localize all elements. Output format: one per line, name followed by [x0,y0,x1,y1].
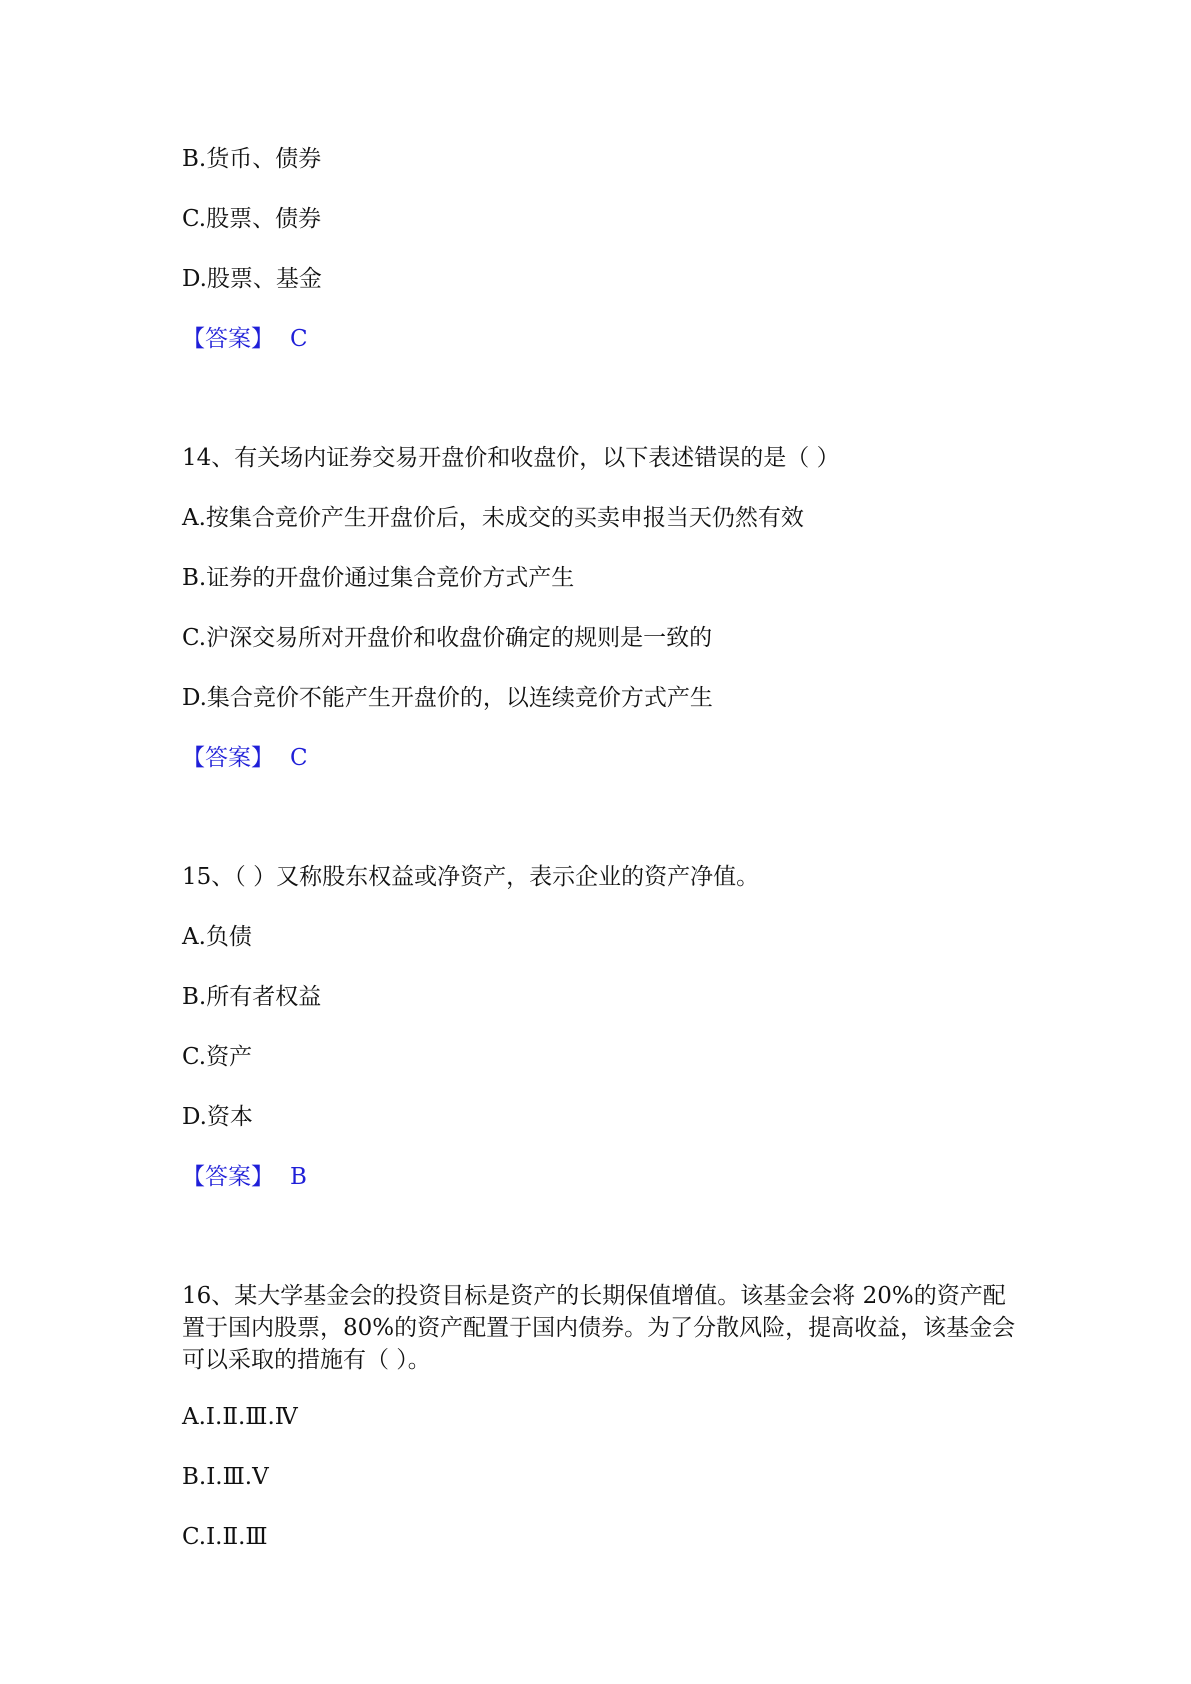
q15-option-a: A.负债 [182,924,252,950]
q15-question: 15、（ ）又称股东权益或净资产，表示企业的资产净值。 [182,864,760,890]
q14-option-d: D.集合竞价不能产生开盘价的，以连续竞价方式产生 [182,685,713,711]
answer-label: 【答案】 [182,326,274,352]
q16-question: 16、某大学基金会的投资目标是资产的长期保值增值。该基金会将 20%的资产配置于国内股票，80%的资产配置于国内债券。为了分散风险，提高收益，该基金会可以采取的措施有（ ）。 [182,1283,1016,1373]
q16-option-c: C.Ⅰ.Ⅱ.Ⅲ [182,1524,268,1550]
q14-option-a: A.按集合竞价产生开盘价后，未成交的买卖申报当天仍然有效 [182,505,804,531]
q14-question: 14、有关场内证券交易开盘价和收盘价，以下表述错误的是（ ） [182,445,840,471]
q15-option-d: D.资本 [182,1104,253,1130]
q13-option-c: C.股票、债券 [182,206,322,232]
q13-answer [182,323,308,355]
q15-answer [182,1161,307,1193]
q13-option-d: D.股票、基金 [182,266,322,292]
q15-option-b: B.所有者权益 [182,984,322,1010]
q14-option-c: C.沪深交易所对开盘价和收盘价确定的规则是一致的 [182,625,713,651]
q16-option-a: A.Ⅰ.Ⅱ.Ⅲ.Ⅳ [182,1404,298,1430]
answer-value: C [290,745,308,771]
answer-value: B [290,1164,307,1190]
q14-option-b: B.证券的开盘价通过集合竞价方式产生 [182,565,575,591]
q14-answer [182,742,308,774]
answer-label: 【答案】 [182,1164,274,1190]
q13-option-b: B.货币、债券 [182,146,322,172]
q16-option-b: B.Ⅰ.Ⅲ.Ⅴ [182,1464,269,1490]
q15-option-c: C.资产 [182,1044,253,1070]
answer-value: C [290,326,308,352]
answer-label: 【答案】 [182,745,274,771]
